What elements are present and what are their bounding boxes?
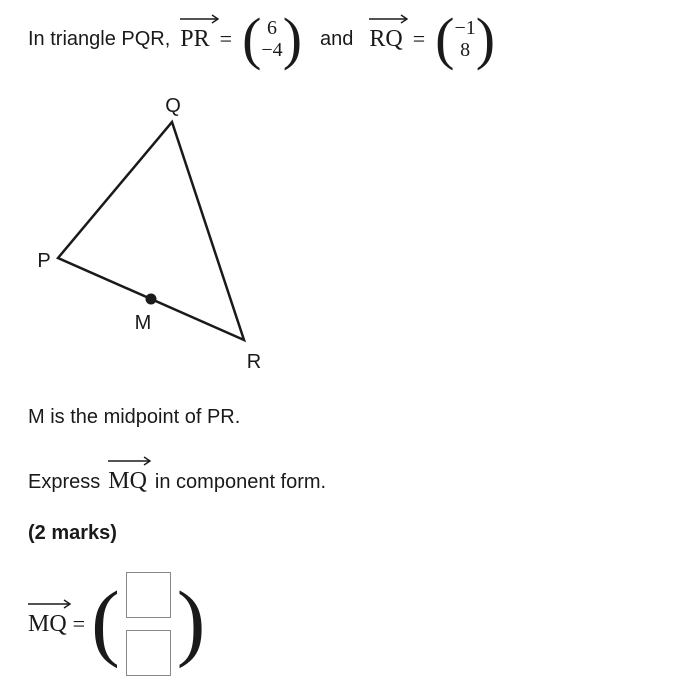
right-paren: ) xyxy=(475,6,496,71)
right-paren: ) xyxy=(176,573,206,669)
vector-pr xyxy=(180,26,209,53)
intro-line xyxy=(28,8,495,70)
answer-bottom-input[interactable] xyxy=(126,630,171,676)
vector-rq xyxy=(369,26,402,53)
column-values xyxy=(261,17,282,61)
answer-vector-mq xyxy=(28,611,67,638)
component-top: −1 xyxy=(454,17,476,39)
left-paren: ( xyxy=(435,6,455,71)
vertex-label-p: P xyxy=(37,250,51,272)
vector-rq-label: RQ xyxy=(369,25,403,52)
answer-top-input[interactable] xyxy=(126,572,171,618)
answer-vector-label: MQ xyxy=(28,610,67,637)
intro-prefix: In triangle PQR, xyxy=(28,27,171,50)
vector-pr-components xyxy=(242,6,303,71)
triangle-diagram xyxy=(0,80,320,380)
answer-equals: = xyxy=(72,611,86,636)
answer-area xyxy=(28,572,205,676)
right-paren: ) xyxy=(282,6,303,71)
midpoint-dot xyxy=(146,294,157,305)
vertex-label-r: R xyxy=(246,351,262,373)
answer-inputs xyxy=(126,572,171,676)
triangle-pqr xyxy=(58,122,244,340)
equals-sign: = xyxy=(412,26,426,51)
intro-connector: and xyxy=(320,27,354,50)
vector-arrow-icon xyxy=(180,13,220,25)
component-bottom: 8 xyxy=(460,39,471,61)
equals-sign: = xyxy=(219,26,233,51)
vector-rq-components xyxy=(435,6,496,71)
column-values xyxy=(454,17,475,61)
vector-pr-label: PR xyxy=(180,25,210,52)
vector-mq xyxy=(108,468,147,495)
component-bottom: −4 xyxy=(261,39,283,61)
marks-label: (2 marks) xyxy=(28,522,117,544)
left-paren: ( xyxy=(91,573,120,669)
vector-arrow-icon xyxy=(369,13,409,25)
express-suffix: in component form. xyxy=(154,471,327,493)
express-prefix: Express xyxy=(28,471,101,493)
left-paren: ( xyxy=(242,6,262,71)
midpoint-statement: M is the midpoint of PR. xyxy=(28,406,241,428)
vertex-label-q: Q xyxy=(165,95,181,117)
vector-mq-label: MQ xyxy=(108,468,147,494)
vector-arrow-icon xyxy=(28,598,72,610)
point-label-m: M xyxy=(134,312,152,334)
express-line xyxy=(28,468,326,495)
vector-arrow-icon xyxy=(108,455,152,467)
component-top: 6 xyxy=(267,17,278,39)
